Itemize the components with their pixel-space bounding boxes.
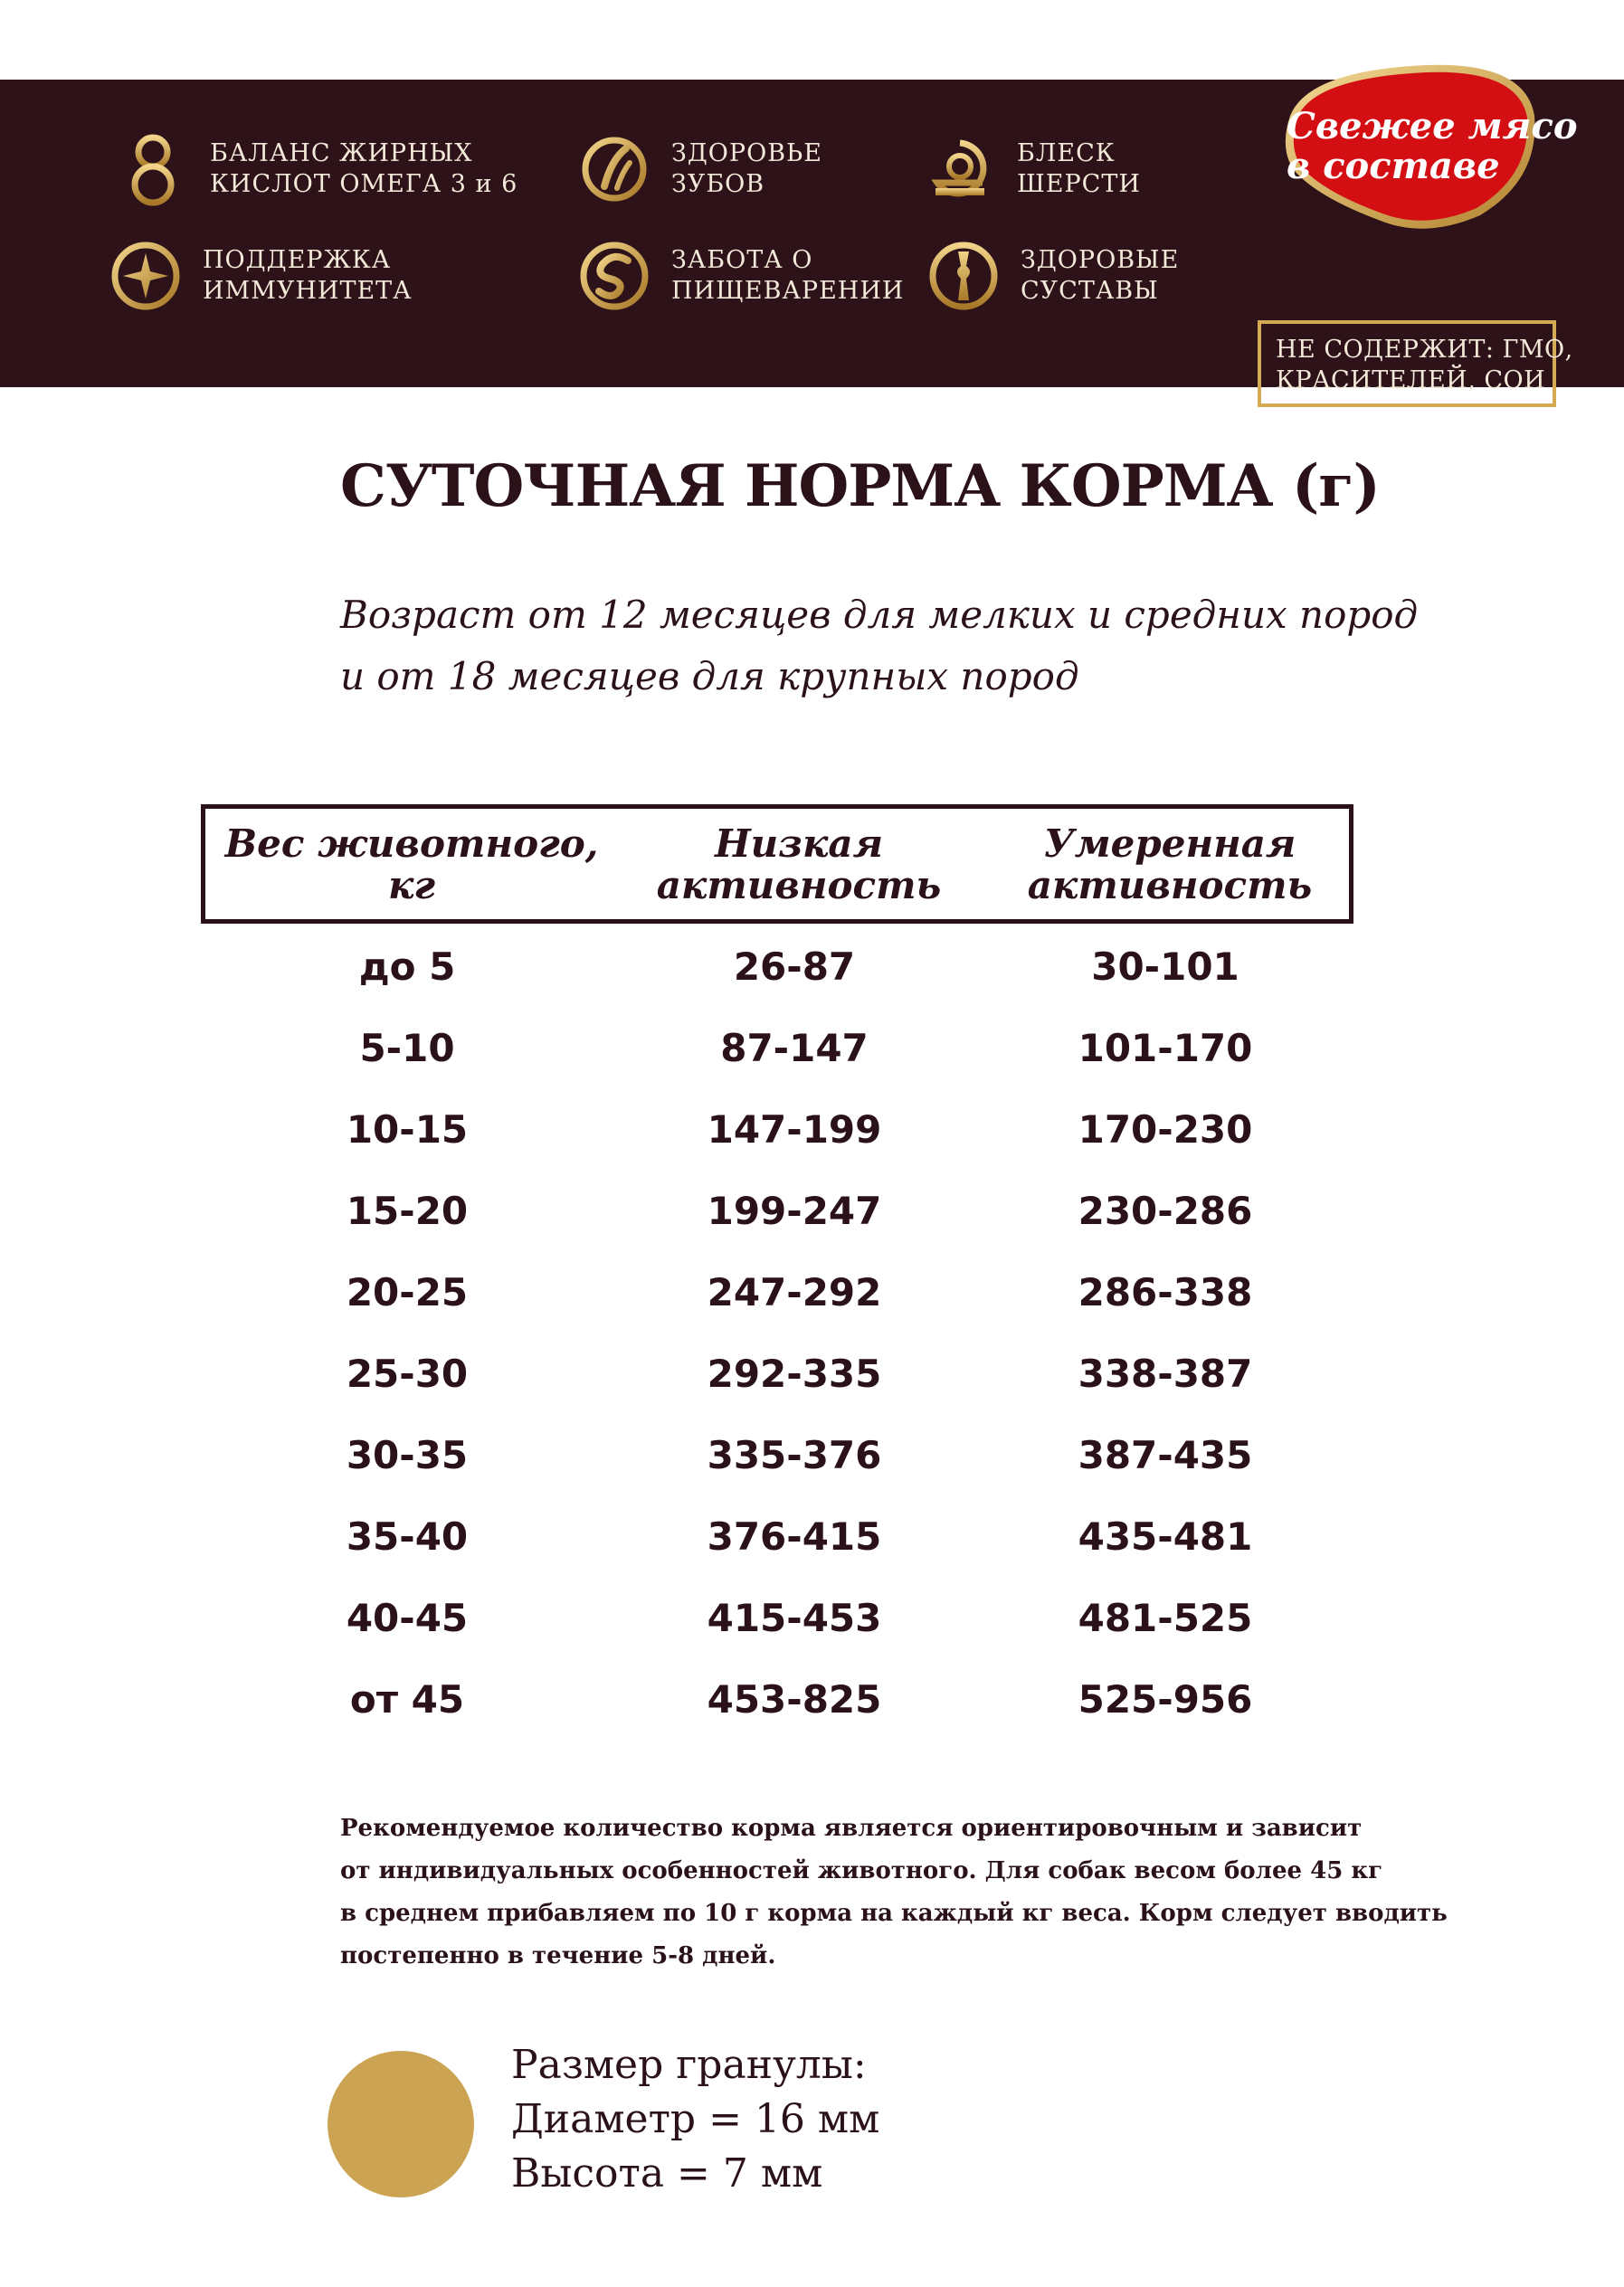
header-moderate-line1: Умеренная (1043, 821, 1296, 866)
feature-coat-line1: БЛЕСК (1017, 139, 1116, 167)
cell-low: 376-415 (707, 1514, 882, 1559)
no-gmo-box (1258, 320, 1573, 407)
feature-digestion (577, 239, 904, 313)
feature-joints (926, 239, 1179, 313)
feature-digestion-line1: ЗАБОТА О (671, 246, 813, 274)
cell-low: 292-335 (707, 1352, 882, 1396)
cell-weight: 20-25 (346, 1270, 469, 1314)
table-header (201, 804, 1353, 924)
header-low-line1: Низкая (714, 821, 884, 866)
cell-moderate: 170-230 (1078, 1107, 1253, 1152)
cell-moderate: 101-170 (1078, 1026, 1253, 1070)
granule-size-info (511, 2038, 879, 2201)
omega-eight-icon (116, 132, 190, 206)
table-row (201, 1496, 1353, 1578)
page-title: СУТОЧНАЯ НОРМА КОРМА (г) (340, 452, 1380, 520)
cell-low: 453-825 (707, 1677, 882, 1722)
table-row (201, 1008, 1353, 1089)
header-weight-line2: кг (387, 863, 436, 907)
feature-joints-line1: ЗДОРОВЫЕ (1021, 246, 1180, 274)
cell-weight: до 5 (358, 944, 456, 989)
cell-weight: 30-35 (346, 1433, 469, 1477)
no-gmo-line2: КРАСИТЕЛЕЙ, СОИ (1276, 366, 1546, 394)
note-line4: постепенно в течение 5-8 дней. (340, 1942, 776, 1969)
table-row (201, 1578, 1353, 1659)
cell-low: 247-292 (707, 1270, 882, 1314)
table-row (201, 1659, 1353, 1741)
header-moderate-line2: активность (1027, 863, 1313, 907)
cell-moderate: 338-387 (1078, 1352, 1253, 1396)
note-line2: от индивидуальных особенностей животного. Для собак весом более 45 кг (340, 1857, 1383, 1884)
granule-circle (328, 2051, 474, 2197)
feeding-note (340, 1808, 1448, 1978)
cell-low: 147-199 (707, 1107, 882, 1152)
feature-immunity (109, 239, 413, 313)
cell-low: 26-87 (733, 944, 856, 989)
cell-moderate: 30-101 (1091, 944, 1239, 989)
subtitle-line1: Возраст от 12 месяцев для мелких и средних пород (340, 593, 1419, 637)
feature-teeth-line2: ЗУБОВ (671, 170, 765, 198)
table-row (201, 1089, 1353, 1171)
feature-joints-line2: СУСТАВЫ (1021, 277, 1159, 305)
feature-immunity-line1: ПОДДЕРЖКА (203, 246, 392, 274)
badge-line2: в составе (1287, 145, 1500, 187)
feature-omega-line1: БАЛАНС ЖИРНЫХ (210, 139, 473, 167)
cell-weight: 25-30 (346, 1352, 469, 1396)
digestion-icon (577, 239, 651, 313)
cell-moderate: 481-525 (1078, 1596, 1253, 1640)
cell-moderate: 435-481 (1078, 1514, 1253, 1559)
table-row (201, 926, 1353, 1008)
immunity-star-icon (109, 239, 183, 313)
cell-low: 87-147 (720, 1026, 869, 1070)
feature-teeth-line1: ЗДОРОВЬЕ (671, 139, 822, 167)
cell-moderate: 387-435 (1078, 1433, 1253, 1477)
cell-moderate: 525-956 (1078, 1677, 1253, 1722)
header-low-activity (618, 823, 980, 906)
table-row (201, 1415, 1353, 1496)
cell-moderate: 286-338 (1078, 1270, 1253, 1314)
header-moderate-activity (980, 823, 1360, 906)
table-row (201, 1333, 1353, 1415)
table-row (201, 1171, 1353, 1252)
cell-moderate: 230-286 (1078, 1189, 1253, 1233)
cell-weight: 35-40 (346, 1514, 469, 1559)
header-low-line2: активность (656, 863, 942, 907)
cell-weight: от 45 (349, 1677, 465, 1722)
feature-omega (116, 132, 518, 206)
feature-omega-line2: КИСЛОТ ОМЕГА 3 и 6 (210, 170, 518, 198)
granule-title: Размер гранулы: (511, 2042, 867, 2088)
cell-weight: 40-45 (346, 1596, 469, 1640)
cell-low: 199-247 (707, 1189, 882, 1233)
header-weight (205, 823, 618, 906)
granule-diameter: Диаметр = 16 мм (511, 2096, 880, 2142)
tooth-icon (577, 132, 651, 206)
feature-teeth (577, 132, 822, 206)
feature-coat-line2: ШЕРСТИ (1017, 170, 1141, 198)
joint-bone-icon (926, 239, 1001, 313)
table-row (201, 1252, 1353, 1333)
feature-immunity-line2: ИММУНИТЕТА (203, 277, 413, 305)
feature-digestion-line2: ПИЩЕВАРЕНИИ (671, 277, 905, 305)
cell-weight: 5-10 (359, 1026, 455, 1070)
cell-weight: 10-15 (346, 1107, 469, 1152)
granule-height: Высота = 7 мм (511, 2150, 823, 2197)
note-line3: в среднем прибавляем по 10 г корма на каждый кг веса. Корм следует вводить (340, 1900, 1448, 1927)
subtitle-line2: и от 18 месяцев для крупных пород (340, 654, 1079, 698)
age-subtitle (340, 584, 1418, 707)
coat-shine-icon (923, 132, 997, 206)
header-weight-line1: Вес животного, (224, 821, 599, 866)
cell-low: 335-376 (707, 1433, 882, 1477)
cell-low: 415-453 (707, 1596, 882, 1640)
badge-line1: Свежее мясо (1287, 105, 1578, 147)
no-gmo-line1: НЕ СОДЕРЖИТ: ГМО, (1276, 336, 1573, 364)
feature-coat (923, 132, 1141, 206)
fresh-meat-badge (1254, 62, 1578, 235)
note-line1: Рекомендуемое количество корма является ориентировочным и зависит (340, 1815, 1363, 1842)
cell-weight: 15-20 (346, 1189, 469, 1233)
